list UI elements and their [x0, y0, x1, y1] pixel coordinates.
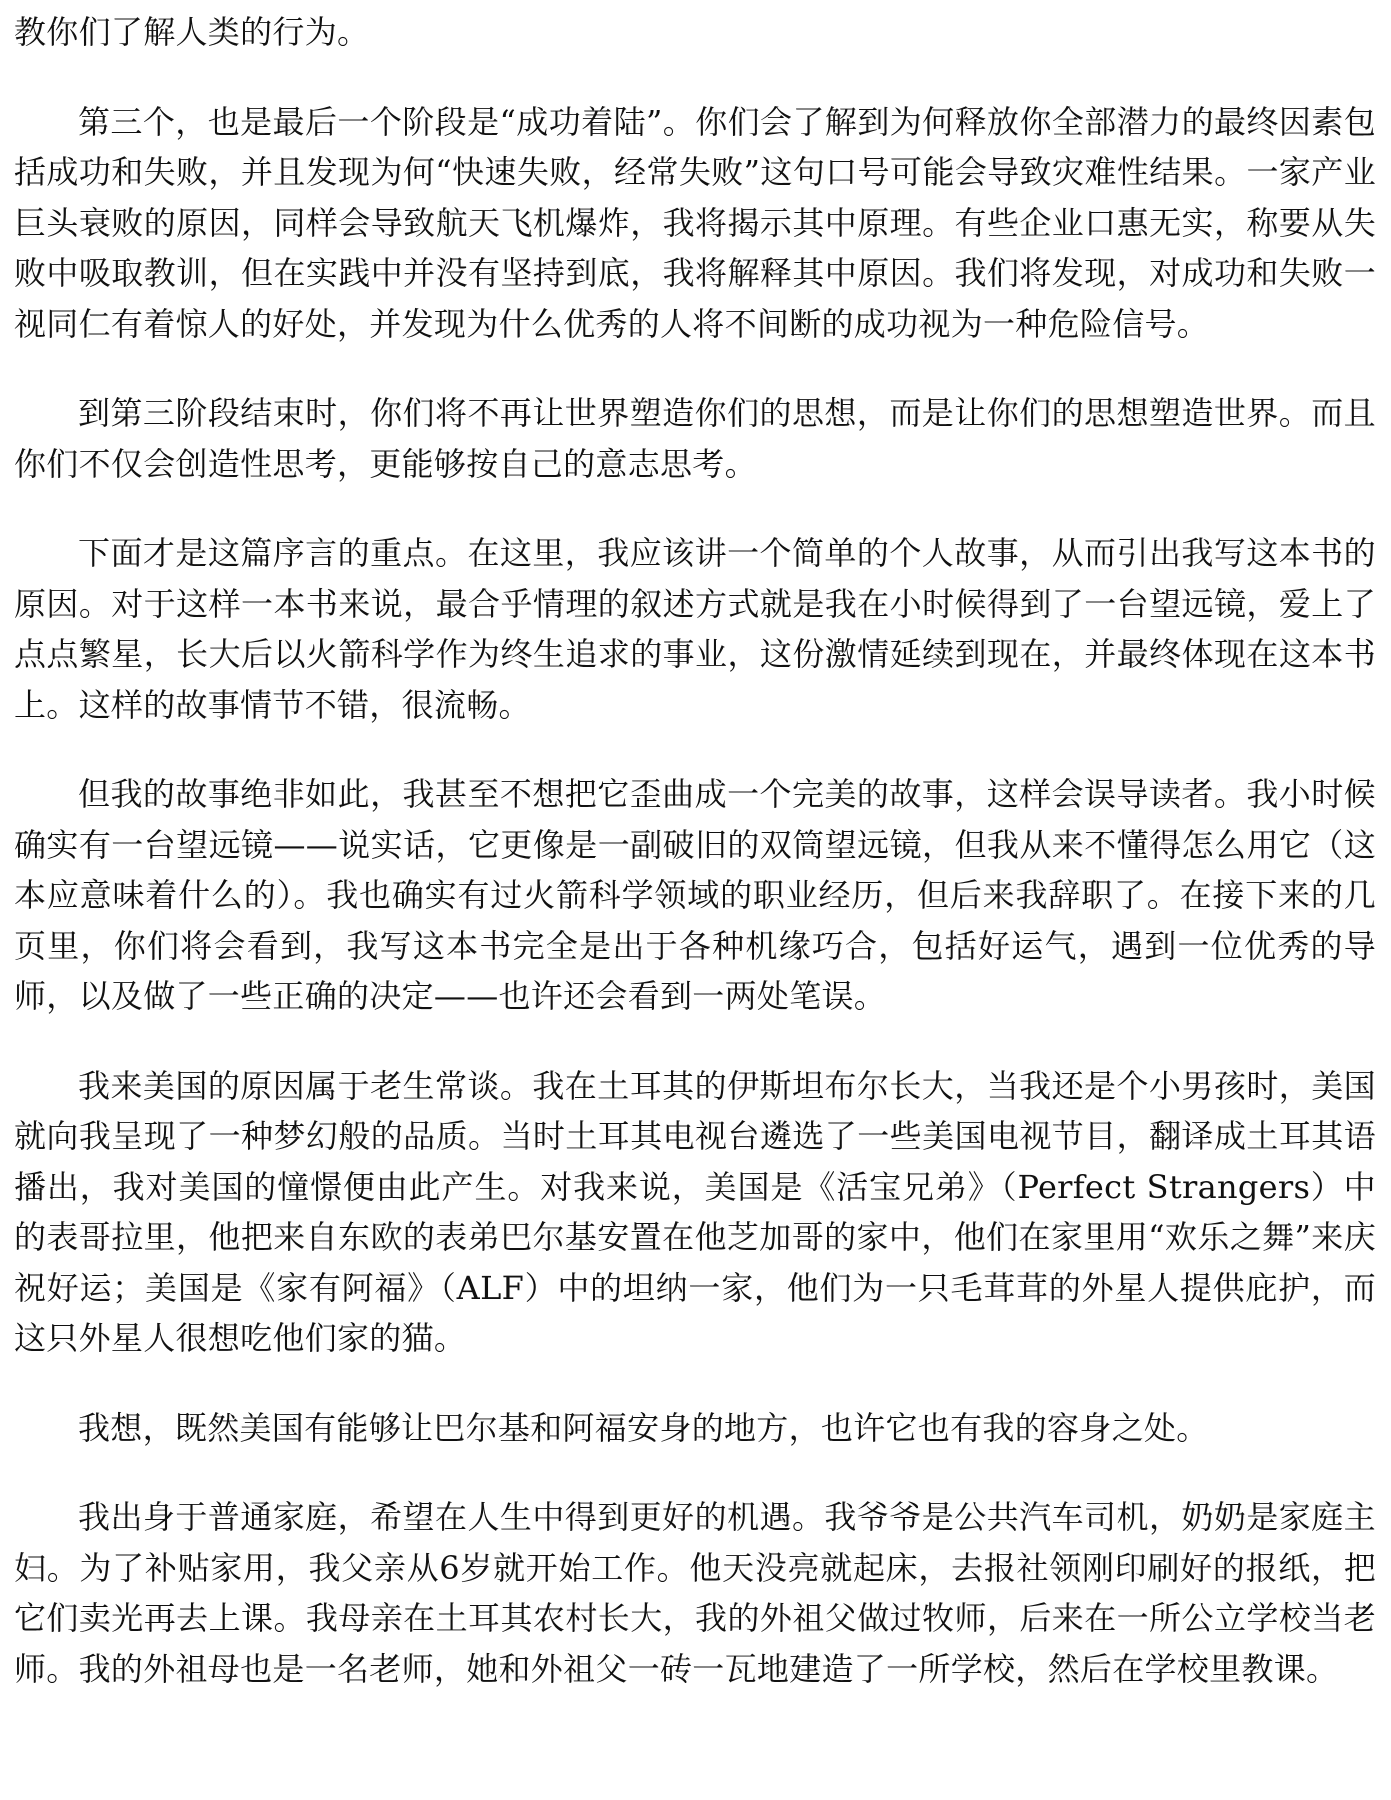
paragraph-3: 到第三阶段结束时，你们将不再让世界塑造你们的思想，而是让你们的思想塑造世界。而且你们不仅会创造性思考，更能够按自己的意志思考。 [14, 394, 1376, 483]
paragraph-4: 下面才是这篇序言的重点。在这里，我应该讲一个简单的个人故事，从而引出我写这本书的原因。对于这样一本书来说，最合乎情理的叙述方式就是我在小时候得到了一台望远镜，爱上了点点繁星，长大后以火箭科学作为终生追求的事业，这份激情延续到现在，并最终体现在这本书上。这样的故事情节不错，很流畅。 [14, 534, 1376, 724]
paragraph-8: 我出身于普通家庭，希望在人生中得到更好的机遇。我爷爷是公共汽车司机，奶奶是家庭主妇。为了补贴家用，我父亲从6岁就开始工作。他天没亮就起床，去报社领刚印刷好的报纸，把它们卖光再去上课。我母亲在土耳其农村长大，我的外祖父做过牧师，后来在一所公立学校当老师。我的外祖母也是一名老师，她和外祖父一砖一瓦地建造了一所学校，然后在学校里教课。 [14, 1498, 1376, 1688]
paragraph-2: 第三个，也是最后一个阶段是“成功着陆”。你们会了解到为何释放你全部潜力的最终因素包括成功和失败，并且发现为何“快速失败，经常失败”这句口号可能会导致灾难性结果。一家产业巨头衰败的原因，同样会导致航天飞机爆炸，我将揭示其中原理。有些企业口惠无实，称要从失败中吸取教训，但在实践中并没有坚持到底，我将解释其中原因。我们将发现，对成功和失败一视同仁有着惊人的好处，并发现为什么优秀的人将不间断的成功视为一种危险信号。 [14, 102, 1376, 343]
paragraph-7: 我想，既然美国有能够让巴尔基和阿福安身的地方，也许它也有我的容身之处。 [78, 1408, 1209, 1447]
document-page [14, 0, 1376, 1694]
paragraph-5: 但我的故事绝非如此，我甚至不想把它歪曲成一个完美的故事，这样会误导读者。我小时候确实有一台望远镜——说实话，它更像是一副破旧的双筒望远镜，但我从来不懂得怎么用它（这本应意味着什么的）。我也确实有过火箭科学领域的职业经历，但后来我辞职了。在接下来的几页里，你们将会看到，我写这本书完全是出于各种机缘巧合，包括好运气，遇到一位优秀的导师，以及做了一些正确的决定——也许还会看到一两处笔误。 [14, 775, 1376, 1015]
paragraph-1: 教你们了解人类的行为。 [14, 13, 370, 51]
paragraph-6: 我来美国的原因属于老生常谈。我在土耳其的伊斯坦布尔长大，当我还是个小男孩时，美国就向我呈现了一种梦幻般的品质。当时土耳其电视台遴选了一些美国电视节目，翻译成土耳其语播出，我对美国的憧憬便由此产生。对我来说，美国是《活宝兄弟》（Perfect Strangers）中的表哥拉里，他把来自东欧的表弟巴尔基安置在他芝加哥的家中，他们在家里用“欢乐之舞”来庆祝好运；美国是《家有阿福》（ALF）中的坦纳一家，他们为一只毛茸茸的外星人提供庇护，而这只外星人很想吃他们家的猫。 [14, 1066, 1376, 1357]
